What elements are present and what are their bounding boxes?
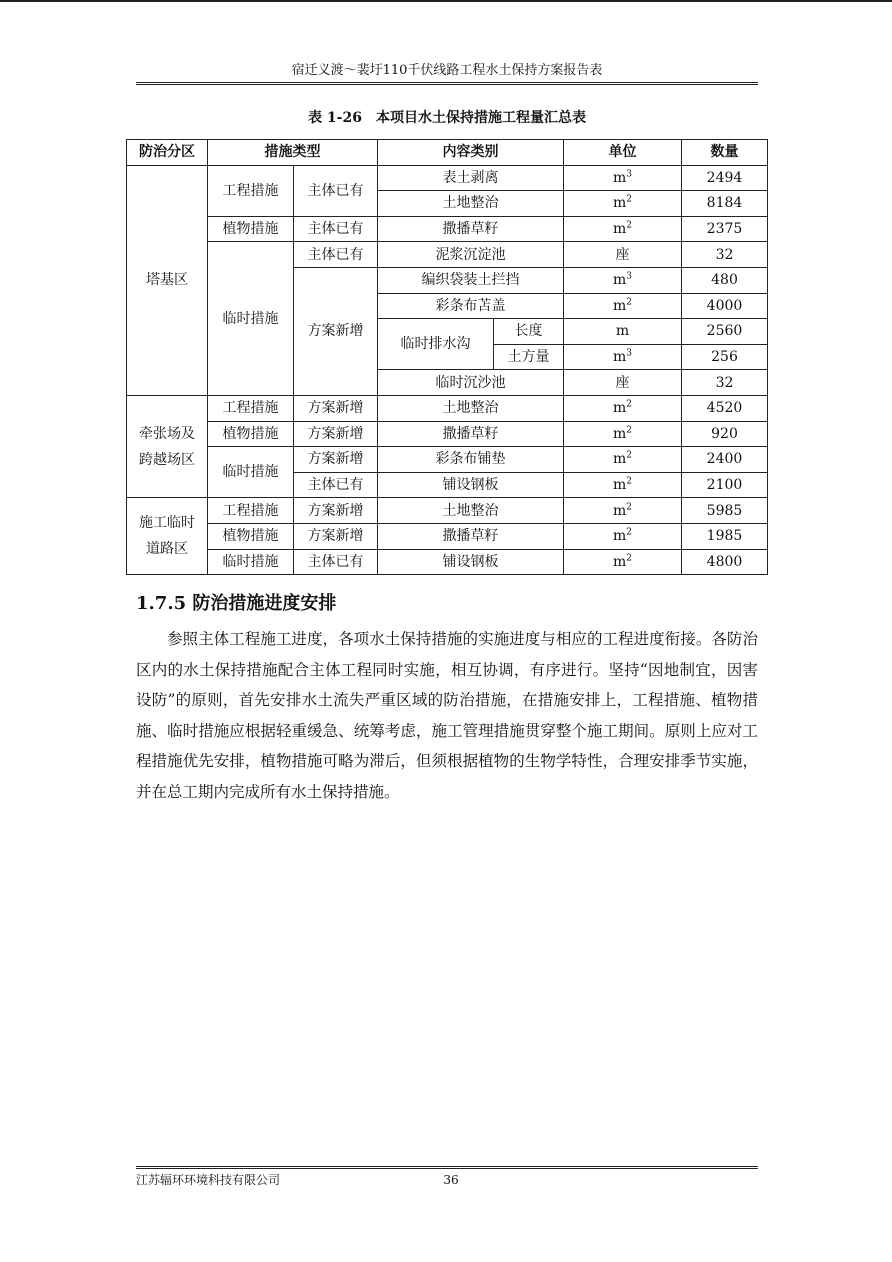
measure-source-cell: 主体已有	[294, 216, 378, 242]
unit-cell: $m^2$	[564, 523, 682, 549]
content-cell: 临时沉沙池	[378, 370, 564, 396]
content-cell: 彩条布苫盖	[378, 293, 564, 319]
measure-category-cell: 临时措施	[208, 242, 294, 396]
unit-cell: $m^2$	[564, 498, 682, 524]
measure-category-cell: 临时措施	[208, 447, 294, 498]
table-caption: 表 1-26 本项目水土保持措施工程量汇总表	[308, 110, 586, 126]
measure-source-cell: 方案新增	[294, 498, 378, 524]
table-row	[127, 242, 768, 268]
footer-rule	[136, 1166, 758, 1167]
footer-rule	[136, 1168, 758, 1169]
page-number: 36	[443, 1173, 459, 1187]
measure-category-cell: 工程措施	[208, 498, 294, 524]
header-measure-type: 措施类型	[208, 140, 378, 166]
header-rule	[136, 84, 758, 85]
measure-source-cell: 方案新增	[294, 267, 378, 395]
unit-cell: $m^3$	[564, 165, 682, 191]
measure-category-cell: 工程措施	[208, 165, 294, 216]
unit-cell: $m^3$	[564, 267, 682, 293]
measure-category-cell: 临时措施	[208, 549, 294, 575]
unit-cell: 座	[564, 242, 682, 268]
measure-category-cell: 植物措施	[208, 421, 294, 447]
header-unit: 单位	[564, 140, 682, 166]
quantity-cell: 480	[682, 267, 768, 293]
quantity-cell: 1985	[682, 523, 768, 549]
unit-cell: $m^2$	[564, 216, 682, 242]
measure-category-cell: 植物措施	[208, 216, 294, 242]
content-cell: 临时排水沟	[378, 319, 494, 370]
unit-cell: $m^2$	[564, 293, 682, 319]
table-row	[127, 395, 768, 421]
header-zone: 防治分区	[127, 140, 208, 166]
table-header-row	[127, 140, 768, 166]
content-cell: 铺设钢板	[378, 472, 564, 498]
footer-company-name: 江苏辐环环境科技有限公司	[136, 1173, 281, 1187]
header-quantity: 数量	[682, 140, 768, 166]
quantity-cell: 2375	[682, 216, 768, 242]
content-cell: 泥浆沉淀池	[378, 242, 564, 268]
content-cell: 彩条布铺垫	[378, 447, 564, 473]
content-cell: 撒播草籽	[378, 216, 564, 242]
content-cell: 表土剥离	[378, 165, 564, 191]
quantity-cell: 2100	[682, 472, 768, 498]
measure-source-cell: 主体已有	[294, 165, 378, 216]
unit-cell: $m^2$	[564, 191, 682, 217]
content-cell: 土地整治	[378, 498, 564, 524]
content-cell: 撒播草籽	[378, 421, 564, 447]
measure-category-cell: 工程措施	[208, 395, 294, 421]
quantity-cell: 4800	[682, 549, 768, 575]
content-cell: 土地整治	[378, 191, 564, 217]
top-border-line	[0, 0, 892, 2]
measure-source-cell: 主体已有	[294, 549, 378, 575]
measure-source-cell: 方案新增	[294, 447, 378, 473]
measure-source-cell: 方案新增	[294, 395, 378, 421]
quantity-cell: 2560	[682, 319, 768, 345]
quantity-cell: 4000	[682, 293, 768, 319]
unit-cell: $m^2$	[564, 447, 682, 473]
content-subitem-cell: 长度	[494, 319, 564, 345]
zone-cell: 塔基区	[127, 165, 208, 395]
table-row	[127, 216, 768, 242]
table-row	[127, 549, 768, 575]
quantity-cell: 5985	[682, 498, 768, 524]
content-cell: 编织袋装土拦挡	[378, 267, 564, 293]
measures-summary-table	[126, 139, 768, 575]
measure-source-cell: 主体已有	[294, 242, 378, 268]
page-header-title: 宿迁义渡～裴圩110千伏线路工程水土保持方案报告表	[291, 63, 603, 78]
zone-cell: 施工临时道路区	[127, 498, 208, 575]
table-row	[127, 165, 768, 191]
unit-cell: $m^2$	[564, 395, 682, 421]
quantity-cell: 256	[682, 344, 768, 370]
table-row	[127, 447, 768, 473]
quantity-cell: 2400	[682, 447, 768, 473]
quantity-cell: 2494	[682, 165, 768, 191]
header-content: 内容类别	[378, 140, 564, 166]
unit-cell: m	[564, 319, 682, 345]
unit-cell: $m^2$	[564, 421, 682, 447]
unit-cell: $m^2$	[564, 472, 682, 498]
quantity-cell: 4520	[682, 395, 768, 421]
unit-cell: 座	[564, 370, 682, 396]
content-cell: 撒播草籽	[378, 523, 564, 549]
unit-cell: $m^2$	[564, 549, 682, 575]
section-heading: 1.7.5 防治措施进度安排	[136, 593, 337, 614]
content-cell: 土地整治	[378, 395, 564, 421]
measure-source-cell: 主体已有	[294, 472, 378, 498]
zone-cell: 牵张场及跨越场区	[127, 395, 208, 497]
unit-cell: $m^3$	[564, 344, 682, 370]
measure-category-cell: 植物措施	[208, 523, 294, 549]
content-subitem-cell: 土方量	[494, 344, 564, 370]
measure-source-cell: 方案新增	[294, 523, 378, 549]
quantity-cell: 8184	[682, 191, 768, 217]
quantity-cell: 32	[682, 242, 768, 268]
content-cell: 铺设钢板	[378, 549, 564, 575]
table-row	[127, 523, 768, 549]
header-rule	[136, 82, 758, 83]
table-row	[127, 498, 768, 524]
measure-source-cell: 方案新增	[294, 421, 378, 447]
table-row	[127, 421, 768, 447]
quantity-cell: 32	[682, 370, 768, 396]
quantity-cell: 920	[682, 421, 768, 447]
section-paragraph: 参照主体工程施工进度，各项水土保持措施的实施进度与相应的工程进度衔接。各防治区内的水土保持措施配合主体工程同时实施，相互协调，有序进行。坚持“因地制宜，因害设防”的原则，首先安排水土流失严重区域的防治措施，在措施安排上，工程措施、植物措施、临时措施应根据轻重缓急、统筹考虑，施工管理措施贯穿整个施工期间。原则上应对工程措施优先安排，植物措施可略为滞后，但须根据植物的生物学特性，合理安排季节实施，并在总工期内完成所有水土保持措施。	[136, 630, 758, 801]
